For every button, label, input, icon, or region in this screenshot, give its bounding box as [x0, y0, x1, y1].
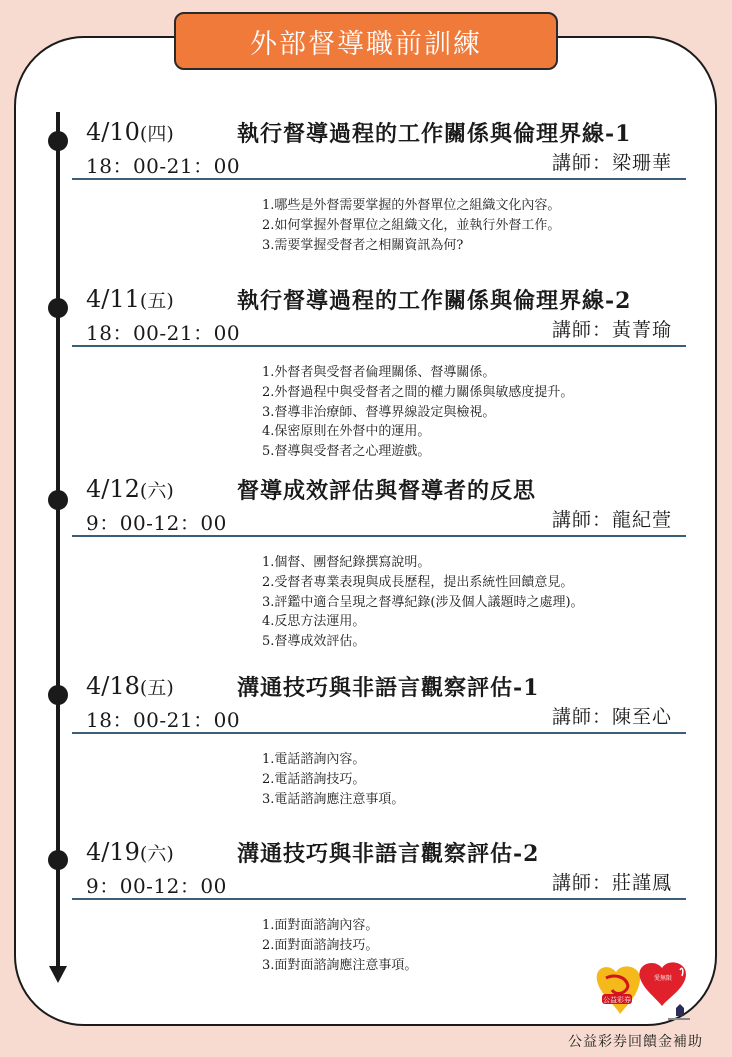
timeline-arrow-icon [49, 966, 67, 983]
funding-footer: 公益彩券回饋金補助 [568, 1034, 703, 1050]
session-date: 4/11(五) [86, 285, 174, 313]
session-instructor: 講師：黃菁瑜 [551, 319, 672, 341]
list-item: 2.外督過程中與受督者之間的權力關係與敏感度提升。 [262, 384, 574, 400]
session-time: 18：00-21：00 [86, 321, 241, 345]
list-item: 2.面對面諮詢技巧。 [262, 937, 379, 953]
list-item: 1.電話諮詢內容。 [262, 752, 366, 767]
list-item: 1.面對面諮詢內容。 [262, 918, 379, 933]
session-weekday: (五) [139, 290, 174, 312]
divider [72, 535, 686, 537]
divider [72, 898, 686, 900]
timeline-dot [48, 298, 68, 318]
list-item: 3.督導非治療師、督導界線設定與檢視。 [262, 404, 496, 420]
list-item: 4.反思方法運用。 [262, 614, 366, 630]
list-item: 2.電話諮詢技巧。 [262, 771, 366, 787]
session-instructor: 講師：陳至心 [551, 706, 672, 728]
session-date: 4/19(六) [86, 838, 174, 866]
session-date: 4/12(六) [86, 475, 174, 503]
session-date: 4/10(四) [86, 118, 174, 146]
list-item: 1.外督者與受督者倫理關係、督導關係。 [262, 365, 496, 380]
page-title: 外部督導職前訓練 [174, 12, 558, 70]
list-item: 3.面對面諮詢應注意事項。 [262, 957, 418, 973]
timeline-dot [48, 490, 68, 510]
list-item: 1.個督、團督紀錄撰寫說明。 [262, 555, 431, 570]
list-item: 1.哪些是外督需要掌握的外督單位之組織文化內容。 [262, 198, 561, 213]
session-topic-list [262, 750, 404, 809]
session-instructor: 講師：龍紀萱 [551, 509, 672, 531]
session-title: 執行督導過程的工作關係與倫理界線-1 [237, 121, 632, 147]
session-topic-list [262, 196, 560, 255]
session-time: 18：00-21：00 [86, 154, 241, 178]
list-item: 3.需要掌握受督者之相關資訊為何? [262, 237, 464, 253]
logo-heart-text: 愛無限 [653, 975, 673, 982]
list-item: 2.如何掌握外督單位之組織文化，並執行外督工作。 [262, 217, 561, 233]
session-time: 9：00-12：00 [86, 511, 227, 535]
timeline-line [56, 112, 60, 970]
divider [72, 345, 686, 347]
session-date: 4/18(五) [86, 672, 174, 700]
session-weekday: (六) [139, 480, 174, 502]
logo-label: 公益彩券 [603, 996, 631, 1004]
list-item: 4.保密原則在外督中的運用。 [262, 424, 431, 440]
session-time: 9：00-12：00 [86, 874, 227, 898]
session-weekday: (六) [139, 843, 174, 865]
session-weekday: (五) [139, 677, 174, 699]
list-item: 5.督導與受督者之心理遊戲。 [262, 444, 431, 460]
session-title: 督導成效評估與督導者的反思 [237, 478, 537, 504]
list-item: 3.電話諮詢應注意事項。 [262, 791, 405, 807]
divider [72, 178, 686, 180]
lottery-logo-icon [596, 958, 692, 1024]
session-title: 溝通技巧與非語言觀察評估-1 [237, 675, 540, 701]
session-instructor: 講師：莊謹鳳 [551, 872, 672, 894]
divider [72, 732, 686, 734]
session-topic-list [262, 916, 417, 975]
session-title: 執行督導過程的工作關係與倫理界線-2 [237, 288, 632, 314]
timeline-dot [48, 131, 68, 151]
list-item: 5.督導成效評估。 [262, 634, 366, 650]
list-item: 2.受督者專業表現與成長歷程，提出系統性回饋意見。 [262, 574, 574, 590]
session-title: 溝通技巧與非語言觀察評估-2 [237, 841, 540, 867]
session-topic-list [262, 363, 573, 462]
session-weekday: (四) [139, 123, 174, 145]
session-time: 18：00-21：00 [86, 708, 241, 732]
session-instructor: 講師：梁珊華 [551, 152, 672, 174]
session-topic-list [262, 553, 584, 652]
timeline-dot [48, 685, 68, 705]
timeline-dot [48, 850, 68, 870]
list-item: 3.評鑑中適合呈現之督導紀錄(涉及個人議題時之處理)。 [262, 594, 584, 610]
